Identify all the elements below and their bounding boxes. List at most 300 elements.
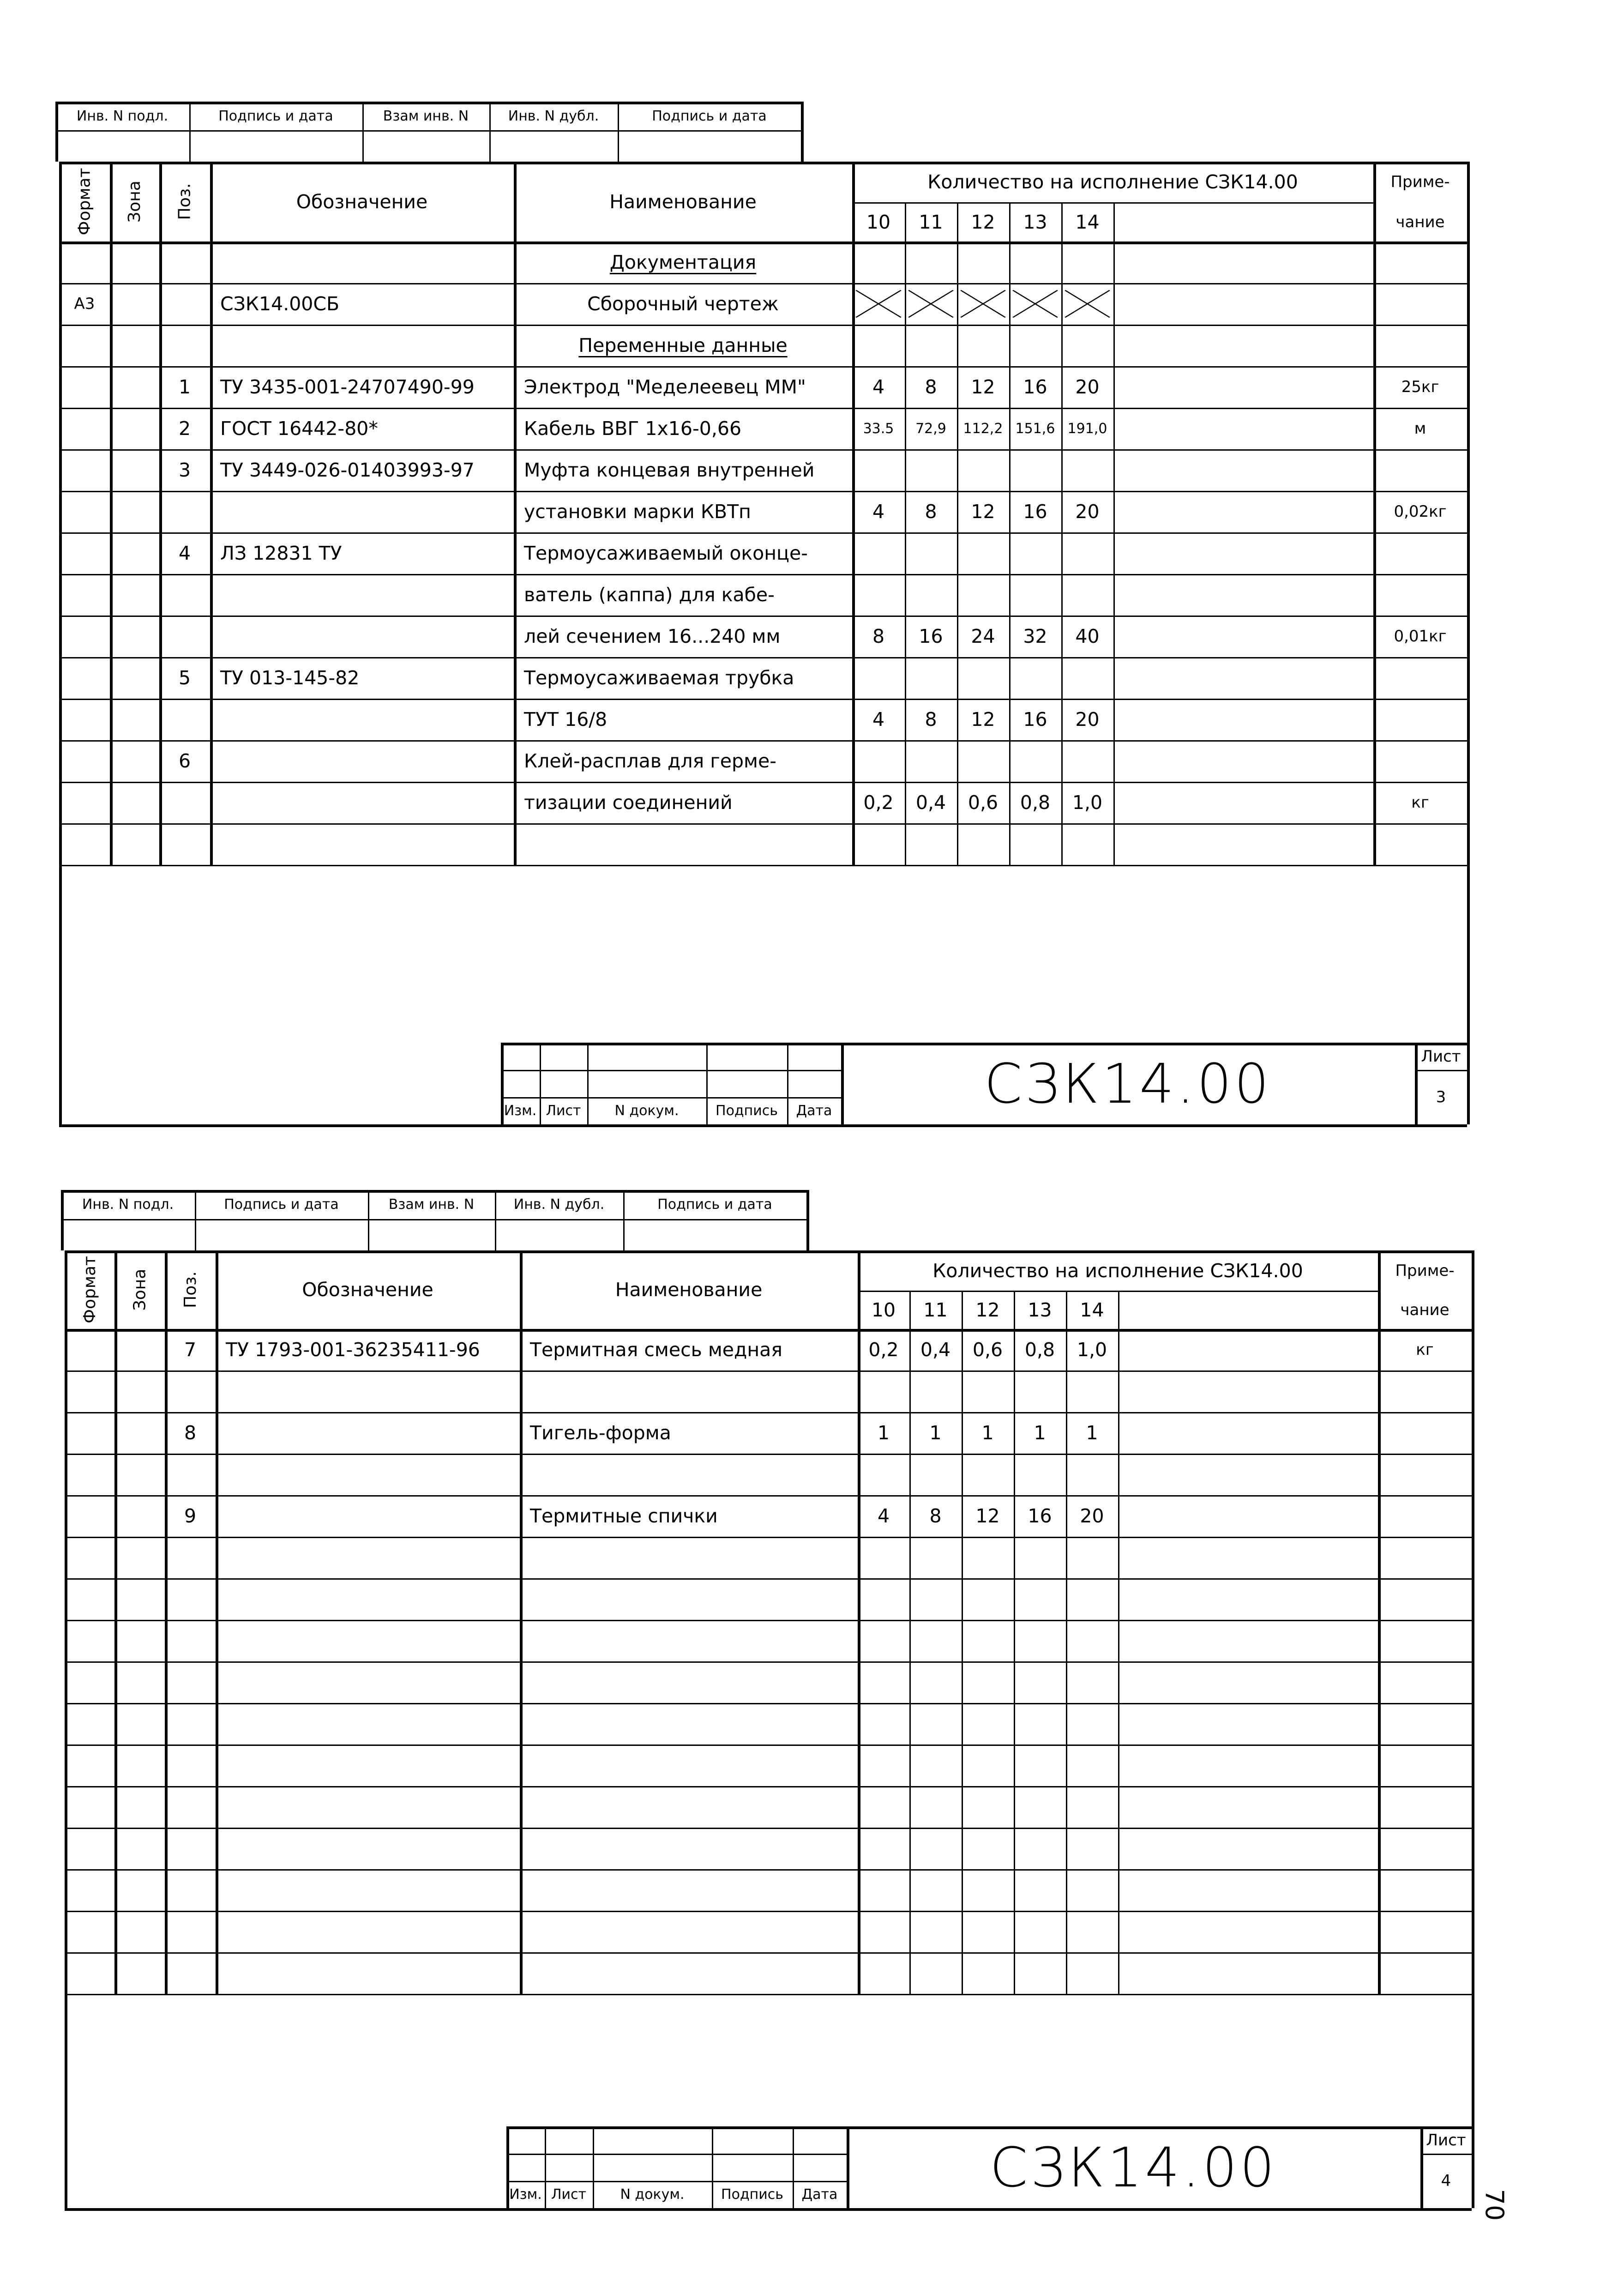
row-qty	[957, 449, 1009, 491]
stamp-label: Подпись и дата	[657, 1196, 772, 1213]
row-name	[520, 1454, 858, 1495]
row-note	[1378, 1786, 1472, 1828]
row-qty: 4	[872, 708, 885, 730]
row-pos: 4	[178, 542, 191, 564]
title-block-label: Лист	[551, 2186, 587, 2203]
rule-line	[110, 162, 113, 865]
stamp-label: Взам инв. N	[388, 1196, 475, 1213]
stamp-label: Подпись и дата	[652, 108, 767, 124]
row-qty: 0,6	[972, 1339, 1003, 1361]
row-qty	[909, 1661, 962, 1703]
row-name	[520, 1952, 858, 1994]
row-format	[59, 657, 110, 699]
row-designation	[216, 1537, 520, 1578]
row-qty	[962, 1952, 1014, 1994]
header-variant: 13	[1023, 211, 1047, 233]
row-qty	[852, 241, 905, 283]
row-qty: 0,4	[915, 791, 946, 814]
header-variant: 11	[919, 211, 943, 233]
header-variant: 10	[871, 1298, 896, 1321]
stamp-label: Подпись и дата	[218, 108, 333, 124]
row-qty: 1,0	[1072, 791, 1103, 814]
row-name: Сборочный чертеж	[587, 293, 779, 315]
row-qty	[1014, 1661, 1066, 1703]
header-variant: 10	[866, 211, 891, 233]
row-note	[1373, 325, 1467, 366]
header-variant: 11	[923, 1298, 948, 1321]
header-note: Приме-	[1395, 1261, 1455, 1280]
header-zone: Зона	[130, 1268, 149, 1311]
row-qty	[858, 1578, 909, 1620]
row-qty: 4	[877, 1505, 890, 1527]
rule-line	[506, 2154, 847, 2155]
row-note	[1373, 823, 1467, 865]
row-qty	[1014, 1620, 1066, 1661]
row-qty	[962, 1620, 1014, 1661]
row-name	[514, 823, 852, 865]
row-designation	[210, 325, 514, 366]
row-qty	[1061, 823, 1113, 865]
row-qty	[1014, 1703, 1066, 1745]
row-qty	[1009, 657, 1061, 699]
row-format	[59, 491, 110, 532]
cross-mark-icon	[854, 288, 903, 320]
row-qty: 112,2	[963, 420, 1003, 437]
title-block-label: Изм.	[504, 1103, 537, 1119]
row-pos	[159, 283, 210, 325]
row-note	[1378, 1661, 1472, 1703]
row-qty	[909, 1828, 962, 1869]
header-variant: 13	[1028, 1298, 1052, 1321]
row-pos	[159, 241, 210, 283]
row-qty: 20	[1075, 708, 1100, 730]
row-qty	[858, 1828, 909, 1869]
row-qty	[1066, 1661, 1118, 1703]
row-qty	[1009, 574, 1061, 616]
row-qty	[1066, 1454, 1118, 1495]
row-qty	[1014, 1828, 1066, 1869]
row-format	[59, 782, 110, 823]
row-name: Кабель ВВГ 1х16-0,66	[524, 417, 742, 440]
row-note	[1373, 283, 1467, 325]
title-block-sheet-no: 3	[1436, 1088, 1446, 1106]
row-name	[520, 1661, 858, 1703]
stamp-label: Подпись и дата	[224, 1196, 339, 1213]
row-format	[59, 740, 110, 782]
header-format: Формат	[80, 1256, 99, 1324]
row-designation	[216, 1828, 520, 1869]
row-format	[59, 408, 110, 449]
stamp-label: Взам инв. N	[383, 108, 469, 124]
rule-line	[1467, 162, 1470, 1124]
stamp-label: Инв. N подл.	[76, 108, 168, 124]
row-qty	[957, 325, 1009, 366]
row-qty	[909, 1537, 962, 1578]
title-block-code: СЗК14.00	[990, 2135, 1277, 2199]
row-qty: 16	[1023, 708, 1047, 730]
row-qty: 1	[1086, 1422, 1098, 1444]
row-name	[520, 1703, 858, 1745]
row-qty	[1066, 1952, 1118, 1994]
row-format	[59, 241, 110, 283]
row-qty: 151,6	[1015, 420, 1055, 437]
header-variant: 14	[1075, 211, 1100, 233]
row-qty	[858, 1370, 909, 1412]
title-block-sheet-no: 4	[1441, 2172, 1451, 2190]
row-designation	[216, 1869, 520, 1911]
row-qty: 0,2	[863, 791, 894, 814]
row-note: кг	[1416, 1340, 1434, 1359]
row-qty: 16	[1023, 376, 1047, 398]
row-pos	[159, 491, 210, 532]
row-qty: 0,4	[920, 1339, 951, 1361]
title-block-label: Подпись	[721, 2186, 783, 2203]
row-qty	[852, 574, 905, 616]
row-pos	[165, 1578, 216, 1620]
row-name: Муфта концевая внутренней	[524, 459, 815, 481]
row-qty	[1014, 1454, 1066, 1495]
row-pos: 7	[184, 1339, 197, 1361]
row-designation: СЗК14.00СБ	[220, 293, 340, 315]
row-name	[520, 1537, 858, 1578]
row-designation	[210, 699, 514, 740]
row-qty: 1,0	[1077, 1339, 1107, 1361]
row-designation	[216, 1495, 520, 1537]
row-qty	[909, 1786, 962, 1828]
row-qty	[905, 449, 957, 491]
row-qty	[962, 1828, 1014, 1869]
row-note	[1378, 1620, 1472, 1661]
rule-line	[59, 865, 1467, 866]
row-pos	[159, 325, 210, 366]
row-name: тизации соединений	[524, 791, 733, 814]
row-pos	[165, 1911, 216, 1952]
row-qty	[962, 1703, 1014, 1745]
row-name	[520, 1370, 858, 1412]
row-designation	[216, 1703, 520, 1745]
row-note	[1378, 1952, 1472, 1994]
row-qty	[962, 1661, 1014, 1703]
title-block-label: Дата	[801, 2186, 838, 2203]
row-qty	[909, 1703, 962, 1745]
stamp-label: Инв. N дубл.	[513, 1196, 605, 1213]
row-note	[1378, 1495, 1472, 1537]
row-qty: 12	[971, 708, 995, 730]
row-qty	[905, 740, 957, 782]
title-block-sheet-label: Лист	[1421, 1047, 1461, 1066]
row-designation: ТУ 013-145-82	[220, 667, 360, 689]
row-designation	[210, 740, 514, 782]
row-qty	[909, 1578, 962, 1620]
title-block-label: Подпись	[716, 1103, 778, 1119]
row-name: ТУТ 16/8	[524, 708, 607, 730]
page-number: 70	[1480, 2189, 1510, 2221]
row-qty	[905, 325, 957, 366]
row-pos	[159, 616, 210, 657]
header-designation: Обозначение	[296, 190, 428, 213]
row-designation	[216, 1661, 520, 1703]
row-qty	[858, 1911, 909, 1952]
row-name: Переменные данные	[578, 334, 788, 356]
row-qty: 12	[975, 1505, 1000, 1527]
row-qty	[1014, 1869, 1066, 1911]
row-qty	[1009, 325, 1061, 366]
row-format	[59, 532, 110, 574]
row-note	[1373, 449, 1467, 491]
row-qty: 191,0	[1067, 420, 1107, 437]
row-designation: ЛЗ 12831 ТУ	[220, 542, 342, 564]
row-pos	[165, 1952, 216, 1994]
row-qty	[962, 1911, 1014, 1952]
row-qty	[1066, 1370, 1118, 1412]
rule-line	[65, 1994, 1472, 1995]
row-qty	[1061, 325, 1113, 366]
row-format	[59, 366, 110, 408]
row-qty: 12	[971, 376, 995, 398]
rule-line	[501, 1070, 841, 1071]
row-pos	[159, 782, 210, 823]
row-name	[520, 1578, 858, 1620]
rule-line	[55, 130, 801, 132]
header-zone: Зона	[125, 181, 144, 223]
row-qty	[1014, 1911, 1066, 1952]
row-qty	[1014, 1537, 1066, 1578]
row-qty	[852, 740, 905, 782]
row-pos	[165, 1828, 216, 1869]
title-block-code: СЗК14.00	[984, 1051, 1272, 1116]
row-format	[59, 574, 110, 616]
row-qty	[858, 1786, 909, 1828]
row-qty	[1061, 241, 1113, 283]
row-format	[59, 823, 110, 865]
row-pos	[165, 1537, 216, 1578]
row-qty: 1	[1034, 1422, 1046, 1444]
row-qty	[1066, 1745, 1118, 1786]
rule-line	[61, 1219, 806, 1220]
row-qty	[1066, 1869, 1118, 1911]
row-name	[520, 1911, 858, 1952]
row-qty	[1066, 1703, 1118, 1745]
row-qty: 20	[1075, 376, 1100, 398]
row-qty	[957, 657, 1009, 699]
row-qty: 32	[1023, 625, 1047, 647]
title-block-label: N докум.	[620, 2186, 685, 2203]
row-designation	[210, 782, 514, 823]
title-block-label: N докум.	[614, 1103, 679, 1119]
row-pos	[165, 1703, 216, 1745]
header-note-2: чание	[1395, 212, 1445, 231]
row-qty	[858, 1537, 909, 1578]
row-name	[520, 1745, 858, 1786]
row-qty: 20	[1075, 501, 1100, 523]
row-qty	[858, 1703, 909, 1745]
row-pos	[165, 1661, 216, 1703]
row-name: Клей-расплав для герме-	[524, 750, 776, 772]
row-pos	[159, 574, 210, 616]
row-format	[59, 699, 110, 740]
row-note	[1378, 1537, 1472, 1578]
row-note	[1378, 1869, 1472, 1911]
row-qty	[858, 1620, 909, 1661]
row-note	[1378, 1745, 1472, 1786]
row-format	[59, 616, 110, 657]
row-note	[1378, 1370, 1472, 1412]
row-qty: 8	[925, 376, 937, 398]
row-qty	[957, 823, 1009, 865]
row-pos	[165, 1454, 216, 1495]
row-pos: 9	[184, 1505, 197, 1527]
title-block-label: Дата	[796, 1103, 832, 1119]
row-qty	[909, 1869, 962, 1911]
row-designation	[216, 1952, 520, 1994]
row-designation: ТУ 1793-001-36235411-96	[226, 1339, 480, 1361]
header-variant: 12	[971, 211, 995, 233]
row-designation	[216, 1370, 520, 1412]
row-note	[1373, 657, 1467, 699]
row-name	[520, 1786, 858, 1828]
stamp-label: Инв. N дубл.	[508, 108, 599, 124]
row-designation	[216, 1454, 520, 1495]
header-note-2: чание	[1400, 1300, 1450, 1319]
row-qty: 16	[919, 625, 943, 647]
row-qty: 8	[929, 1505, 942, 1527]
row-pos	[165, 1869, 216, 1911]
row-qty	[1014, 1578, 1066, 1620]
header-name: Наименование	[609, 190, 757, 213]
row-note	[1378, 1454, 1472, 1495]
row-qty: 0,8	[1024, 1339, 1055, 1361]
row-qty	[905, 241, 957, 283]
header-designation: Обозначение	[302, 1279, 433, 1301]
cross-mark-icon	[1063, 288, 1112, 320]
row-qty	[1009, 823, 1061, 865]
row-qty: 16	[1023, 501, 1047, 523]
row-qty	[957, 532, 1009, 574]
rule-line	[114, 1250, 117, 1994]
row-qty	[858, 1745, 909, 1786]
row-qty	[962, 1745, 1014, 1786]
cross-mark-icon	[1011, 288, 1059, 320]
row-name: лей сечением 16...240 мм	[524, 625, 781, 647]
row-note: м	[1414, 419, 1426, 438]
row-pos	[165, 1620, 216, 1661]
row-name	[520, 1620, 858, 1661]
row-designation	[216, 1911, 520, 1952]
row-designation	[210, 574, 514, 616]
rule-line	[806, 1190, 809, 1250]
header-variant: 14	[1080, 1298, 1104, 1321]
row-note	[1373, 740, 1467, 782]
row-qty	[1009, 740, 1061, 782]
row-note	[1373, 532, 1467, 574]
row-qty	[858, 1661, 909, 1703]
row-qty	[1014, 1786, 1066, 1828]
row-format	[59, 449, 110, 491]
row-name: Электрод "Меделеевец ММ"	[524, 376, 806, 398]
header-qty-title: Количество на исполнение СЗК14.00	[927, 171, 1298, 193]
row-qty	[957, 241, 1009, 283]
row-qty: 4	[872, 376, 885, 398]
cross-mark-icon	[907, 288, 955, 320]
row-designation	[216, 1578, 520, 1620]
row-qty	[909, 1952, 962, 1994]
row-qty	[909, 1911, 962, 1952]
row-pos	[165, 1786, 216, 1828]
row-qty: 4	[872, 501, 885, 523]
row-qty: 1	[877, 1422, 890, 1444]
row-qty	[852, 449, 905, 491]
row-designation	[210, 491, 514, 532]
rule-line	[65, 2208, 1472, 2211]
row-pos	[159, 699, 210, 740]
header-qty-title: Количество на исполнение СЗК14.00	[932, 1259, 1303, 1282]
header-pos: Поз.	[175, 183, 194, 220]
row-format: А3	[74, 295, 95, 313]
row-qty	[1066, 1578, 1118, 1620]
row-qty: 1	[929, 1422, 942, 1444]
row-qty	[909, 1370, 962, 1412]
row-designation	[216, 1412, 520, 1454]
row-qty	[905, 823, 957, 865]
row-pos: 1	[178, 376, 191, 398]
row-qty: 40	[1075, 625, 1100, 647]
row-note	[1378, 1911, 1472, 1952]
cross-mark-icon	[959, 288, 1007, 320]
row-note	[1378, 1412, 1472, 1454]
row-note: 0,01кг	[1394, 627, 1447, 646]
rule-line	[59, 1124, 1467, 1127]
row-qty	[1061, 532, 1113, 574]
row-qty	[909, 1454, 962, 1495]
row-qty: 8	[925, 708, 937, 730]
row-name: Тигель-форма	[530, 1422, 671, 1444]
row-note	[1373, 574, 1467, 616]
row-qty	[957, 740, 1009, 782]
row-qty	[1014, 1745, 1066, 1786]
row-qty	[1066, 1911, 1118, 1952]
header-note: Приме-	[1390, 173, 1450, 191]
row-qty	[905, 574, 957, 616]
row-qty	[1066, 1620, 1118, 1661]
row-designation: ГОСТ 16442-80*	[220, 417, 378, 440]
row-note	[1373, 241, 1467, 283]
row-designation	[216, 1745, 520, 1786]
row-designation	[210, 823, 514, 865]
row-note: 25кг	[1401, 378, 1439, 396]
row-qty	[909, 1745, 962, 1786]
row-qty: 1	[981, 1422, 994, 1444]
row-qty	[962, 1454, 1014, 1495]
rule-line	[65, 1250, 67, 2208]
row-designation: ТУ 3435-001-24707490-99	[220, 376, 475, 398]
row-note	[1378, 1828, 1472, 1869]
row-qty	[962, 1537, 1014, 1578]
row-name	[520, 1828, 858, 1869]
row-name: ватель (каппа) для кабе-	[524, 584, 775, 606]
row-note	[1373, 699, 1467, 740]
header-variant: 12	[975, 1298, 1000, 1321]
header-pos: Поз.	[180, 1271, 200, 1308]
row-qty	[858, 1869, 909, 1911]
row-qty	[1061, 449, 1113, 491]
row-name: Документация	[609, 251, 757, 273]
row-qty: 8	[872, 625, 885, 647]
row-qty	[1009, 449, 1061, 491]
row-qty	[858, 1952, 909, 1994]
row-name: установки марки КВТп	[524, 501, 751, 523]
rule-line	[1118, 1291, 1119, 1994]
row-qty	[1061, 574, 1113, 616]
